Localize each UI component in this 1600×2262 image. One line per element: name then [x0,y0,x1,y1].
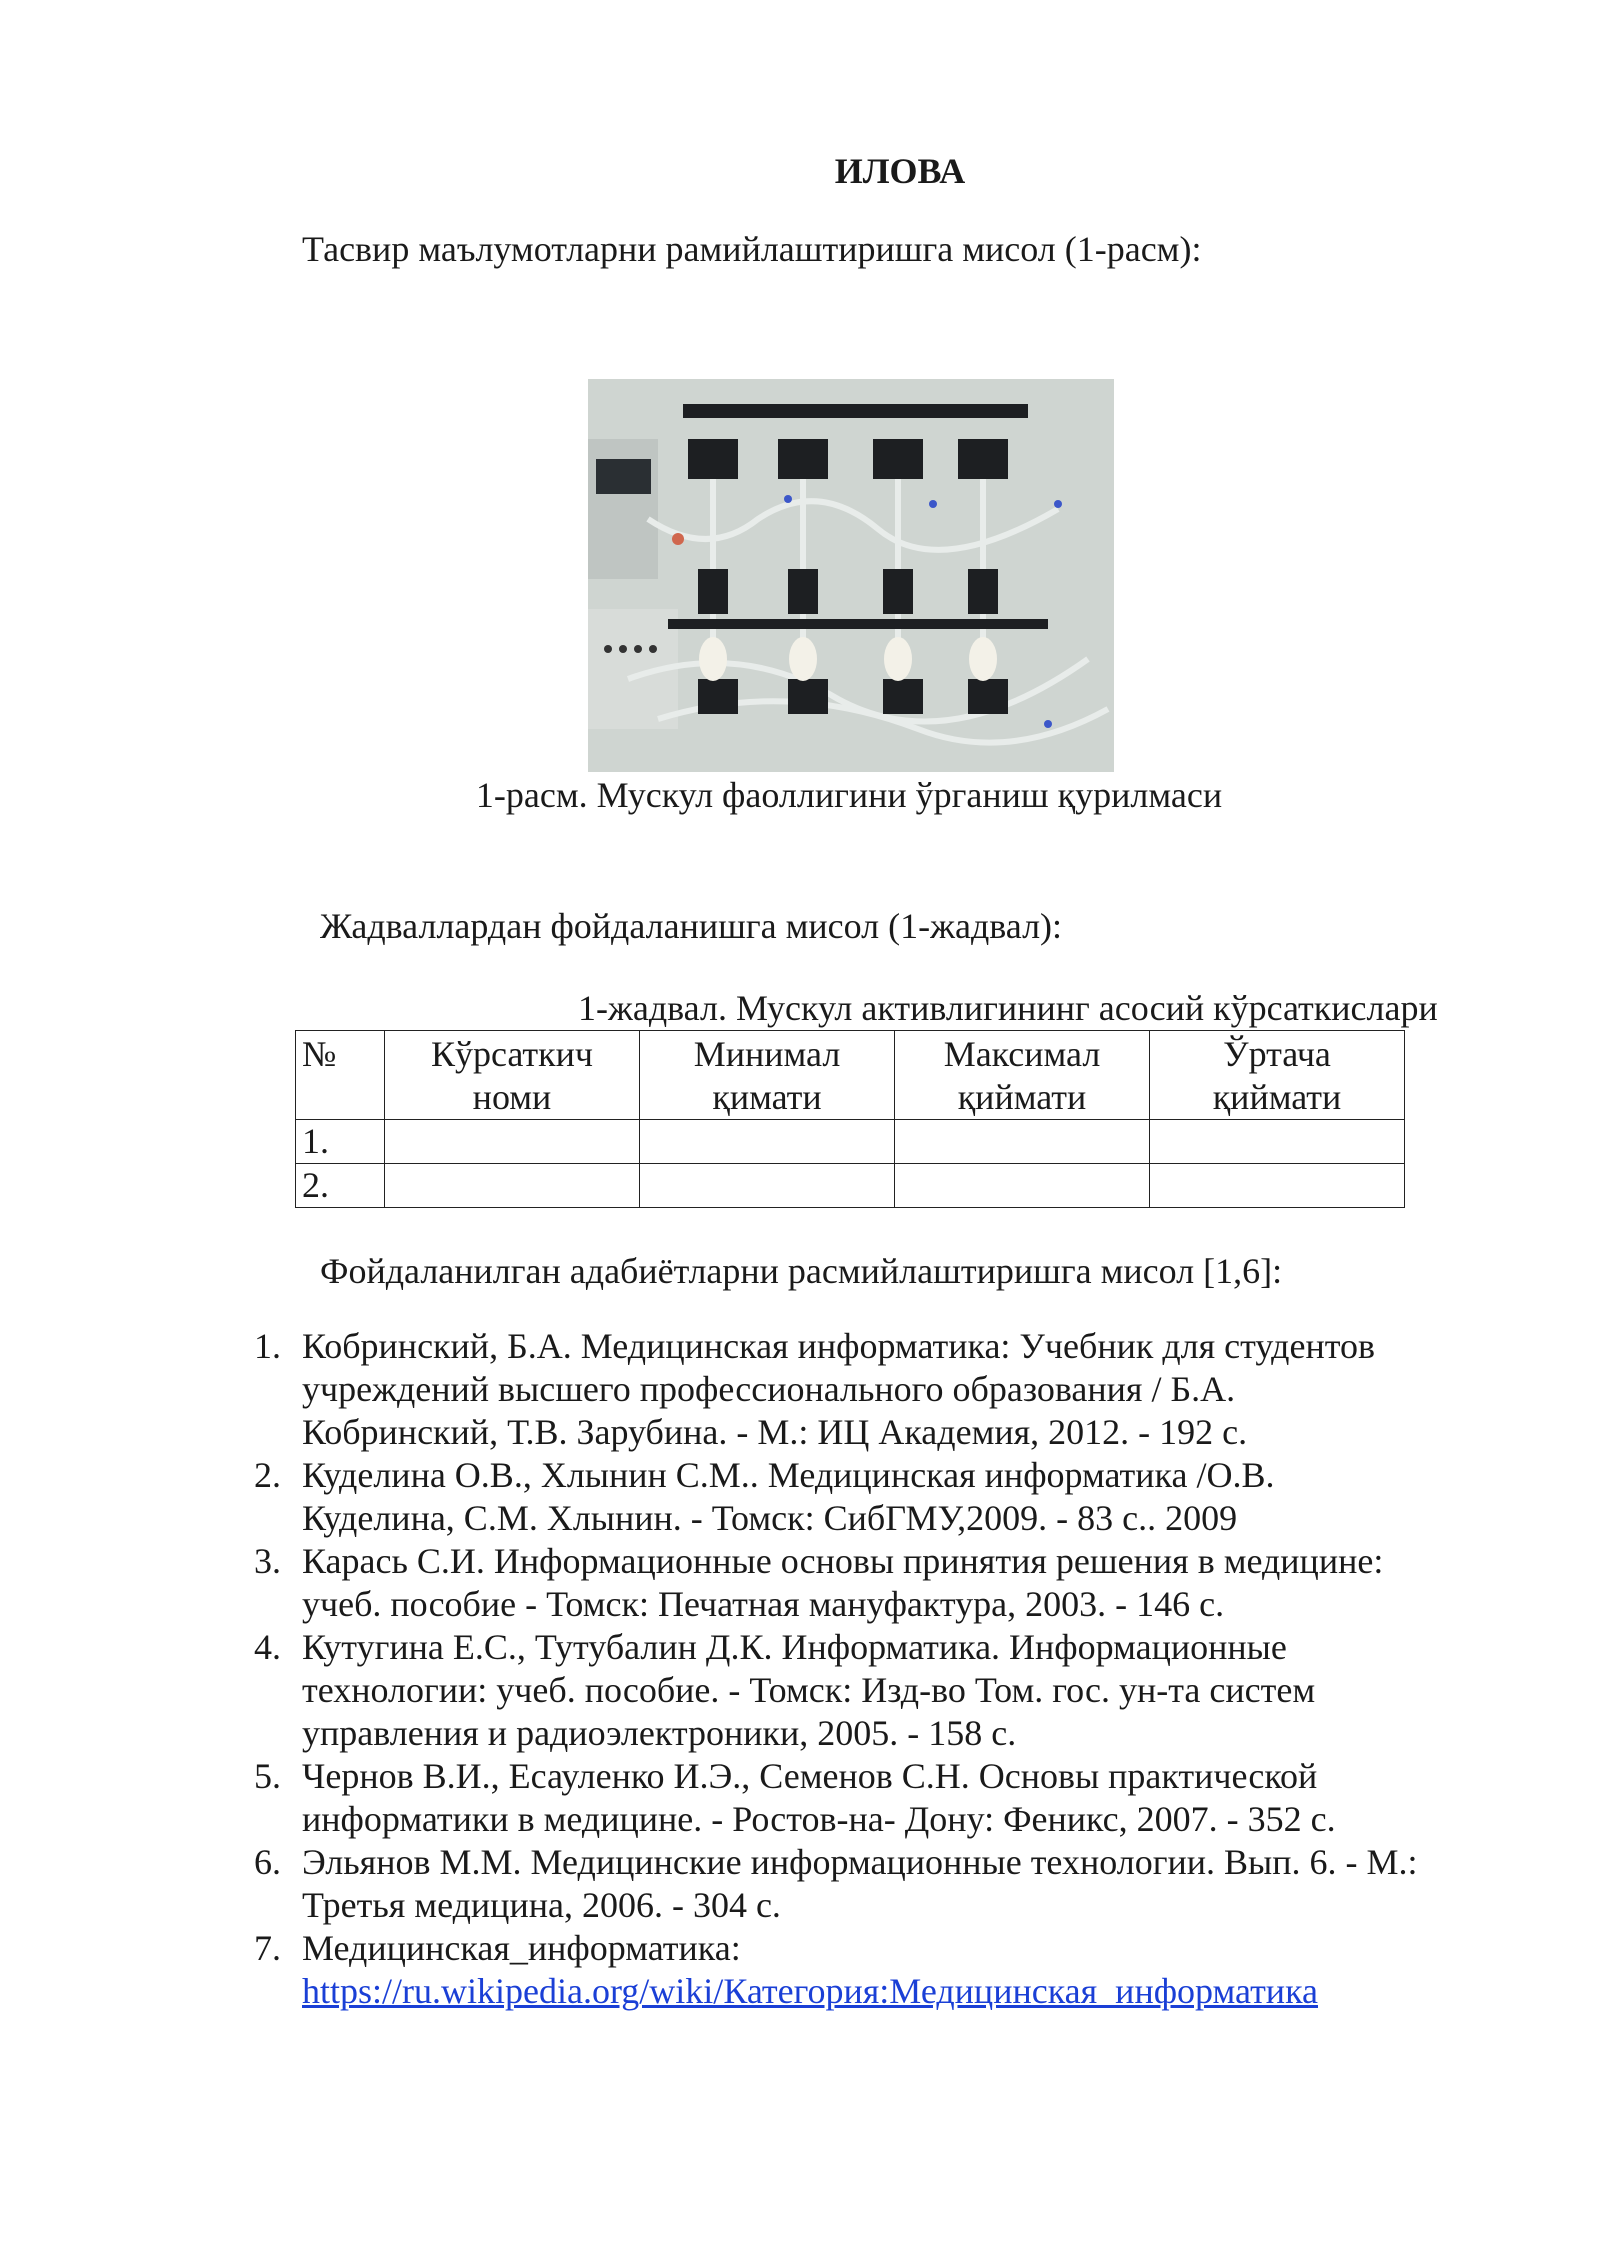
intro-table-text: Жадваллардан фойдаланишга мисол (1-жадвал): [320,906,1063,946]
header-number: № [296,1031,385,1120]
table-cell [640,1164,895,1208]
list-item: 2. Куделина О.В., Хлынин С.М.. Медицинская информатика /О.В. Куделина, С.М. Хлынин. - Томск: СибГМУ,2009. - 83 с.. 2009 [254,1455,1275,1538]
figure-caption: 1-расм. Мускул фаоллигини ўрганиш қурилмаси [475,775,1223,815]
wikipedia-link[interactable]: https://ru.wikipedia.org/wiki/Категория:Медицинская_информатика [302,1971,1318,2011]
list-item: 7. Медицинская_информатика: https://ru.wikipedia.org/wiki/Категория:Медицинская_информатика [254,1928,1318,2011]
figure-muscle-apparatus [588,379,1114,772]
table-cell [1150,1164,1405,1208]
table-cell [1150,1120,1405,1164]
list-item: 3. Карась С.И. Информационные основы принятия решения в медицине: учеб. пособие - Томск: Печатная мануфактура, 2003. - 146 с. [254,1541,1384,1624]
header-indicator-name: Кўрсаткич номи [385,1031,640,1120]
apparatus-photo [588,379,1114,772]
list-item: 5. Чернов В.И., Есауленко И.Э., Семенов С.Н. Основы практической информатики в медицине. - Ростов-на- Дону: Феникс, 2007. - 352 с. [254,1756,1336,1839]
table-cell [895,1120,1150,1164]
references-list [254,1325,1504,2013]
list-item: 4. Кутугина Е.С., Тутубалин Д.К. Информатика. Информационные технологии: учеб. пособие. - Томск: Изд-во Том. гос. ун-та систем управления и радиоэлектроники, 2005. - 158 с. [254,1627,1316,1753]
intro-refs-text: Фойдаланилган адабиётларни расмийлаштиришга мисол [1,6]: [320,1251,1283,1291]
header-minimum-value: Минимал қимати [640,1031,895,1120]
header-average-value: Ўртача қиймати [1150,1031,1405,1120]
table-cell [640,1120,895,1164]
table-header-row [296,1031,1405,1120]
table-row [296,1164,1405,1208]
table-cell: 2. [296,1164,385,1208]
table-cell [385,1120,640,1164]
intro-image-text: Тасвир маълумотларни рамийлаштиришга мисол (1-расм): [302,229,1202,269]
table-cell [385,1164,640,1208]
table-row [296,1120,1405,1164]
table-cell [895,1164,1150,1208]
indicators-table [295,1030,1405,1208]
table-caption: 1-жадвал. Мускул активлигининг асосий кўрсаткислари [578,988,1438,1028]
page-title: ИЛОВА [834,151,966,191]
header-maximum-value: Максимал қиймати [895,1031,1150,1120]
list-item: 1. Кобринский, Б.А. Медицинская информатика: Учебник для студентов учреждений высшего профессионального образования / Б.А. Кобринский, Т.В. Зарубина. - М.: ИЦ Академия, 2012. - 192 с. [254,1326,1375,1452]
table-cell: 1. [296,1120,385,1164]
list-item: 6. Эльянов М.М. Медицинские информационные технологии. Вып. 6. - М.: Третья медицина, 2006. - 304 с. [254,1842,1418,1925]
